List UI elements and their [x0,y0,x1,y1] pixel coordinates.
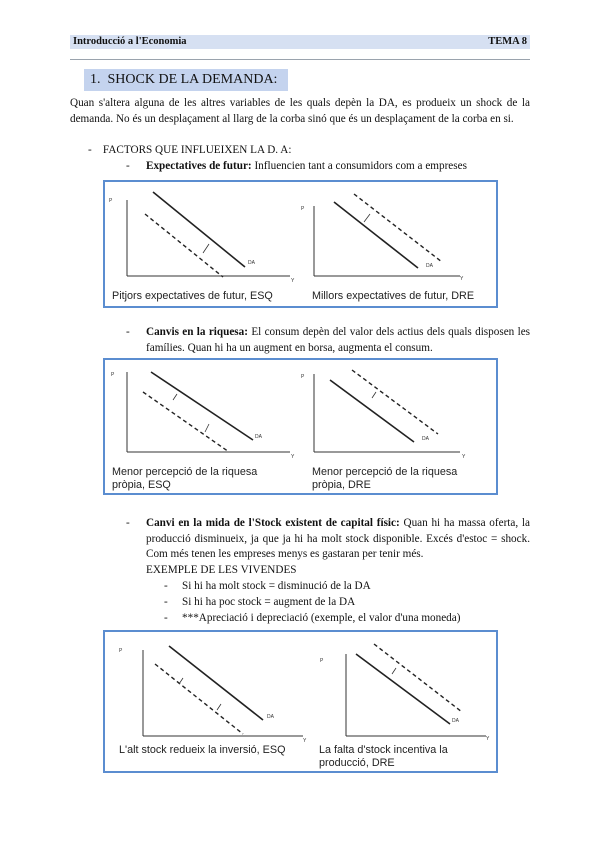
list-dash: - [88,144,92,156]
item-text: Quan hi ha massa oferta, la producció disminueix, ja que ja hi ha molt stock disponible. Excés d'estoc = shock. Com més tenen les empreses menys es gastaran per tenir més. [146,517,531,561]
factors-heading-text: FACTORS QUE INFLUEIXEN LA D. A: [102,144,292,156]
course-title: Introducció a l'Economia [73,36,187,47]
svg-text:DA: DA [426,263,433,269]
item-term: Canvis en la riquesa: [146,326,248,338]
svg-text:P: P [119,648,123,654]
subitem-dash: - [164,596,168,608]
caption-right: Menor percepció de la riquesa pròpia, DRE [312,466,458,491]
graph-right [300,182,496,306]
caption-left: L'alt stock redueix la inversió, ESQ [119,744,286,756]
item-dash: - [126,517,130,529]
caption-left: Pitjors expectatives de futur, ESQ [112,290,273,302]
subitem-dash: - [164,612,168,624]
section-title: SHOCK DE LA DEMANDA: [107,72,278,87]
svg-text:Y: Y [303,738,307,742]
item-term: Expectatives de futur: [146,160,252,172]
figure-stock [103,630,498,773]
svg-text:Y: Y [462,454,466,460]
item-dash: - [126,326,130,338]
sub-list-item: ***Apreciació i depreciació (exemple, el valor d'una moneda) [182,612,461,624]
svg-text:DA: DA [422,436,429,442]
running-header [70,35,530,49]
sub-list-item: Si hi ha molt stock = disminució de la DA [182,580,371,592]
svg-text:DA: DA [452,718,459,724]
list-item [146,159,530,175]
intro-paragraph: Quan s'altera alguna de les altres variables de les quals depèn la DA, es produeix un shock de la demanda. No és un desplaçament al llarg de la corba sinó que és un desplaçament de la corba en si. [70,97,530,125]
figure-wealth [103,358,498,495]
svg-text:P: P [111,372,115,378]
svg-text:Y: Y [460,276,464,282]
sub-list-item: Si hi ha poc stock = augment de la DA [182,596,356,608]
item-term: Canvi en la mida de l'Stock existent de capital físic: [146,517,400,529]
caption-left: Menor percepció de la riquesa pròpia, ESQ [112,466,258,491]
svg-text:DA: DA [248,260,255,266]
svg-text:P: P [301,374,305,380]
section-heading [84,69,288,91]
svg-text:DA: DA [267,714,274,720]
svg-text:Y: Y [486,736,490,742]
svg-text:Y: Y [291,278,295,284]
graph-right [300,360,496,464]
svg-text:P: P [109,198,113,204]
svg-text:DA: DA [255,434,262,440]
list-item [146,325,530,356]
svg-text:Y: Y [291,454,295,460]
caption-right: Millors expectatives de futur, DRE [312,290,475,302]
factors-heading [88,143,508,159]
example-heading: EXEMPLE DE LES VIVENDES [146,564,297,576]
subitem-dash: - [164,580,168,592]
item-text: El consum depèn del valor dels actius dels quals disposen les famílies. Quan hi ha un augment en borsa, augmenta el consum. [146,326,531,354]
item-dash: - [126,160,130,172]
figure-expectations [103,180,498,308]
topic-label: TEMA 8 [488,36,527,47]
header-divider [70,59,530,60]
section-number: 1. [90,72,101,87]
caption-right: La falta d'stock incentiva la producció, DRE [319,744,448,769]
svg-text:P: P [301,206,305,212]
svg-text:P: P [320,658,324,664]
graph-right [300,632,496,742]
list-item [146,516,530,563]
item-text: Influencien tant a consumidors com a empreses [254,160,467,172]
